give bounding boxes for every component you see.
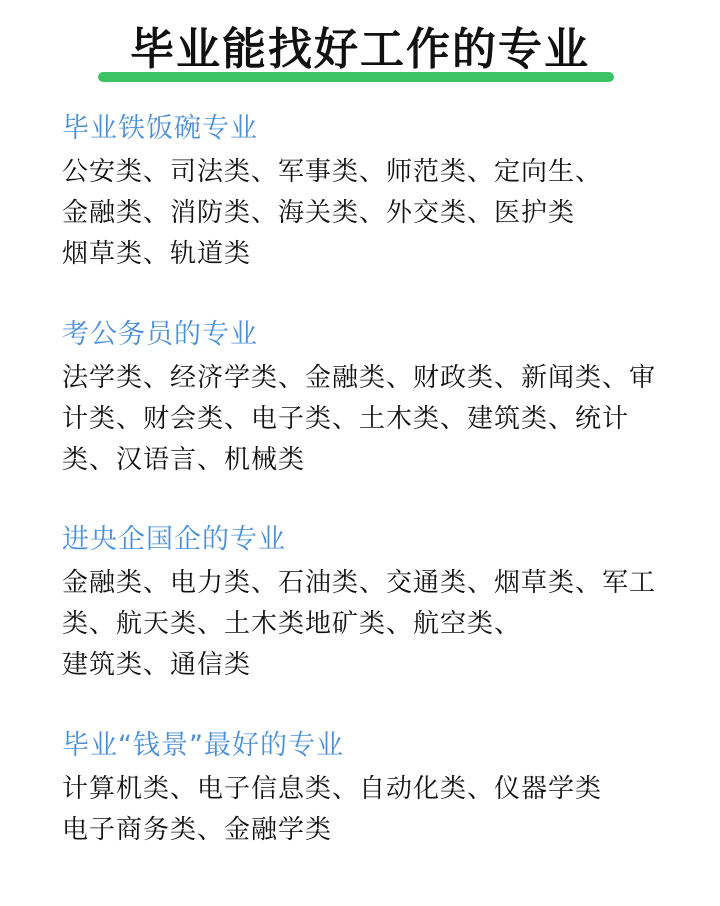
section-line: 计算机类、电子信息类、自动化类、仪器学类 bbox=[62, 774, 603, 804]
section-line: 计类、财会类、电子类、土木类、建筑类、统计 bbox=[62, 404, 630, 434]
section-heading: 毕业“钱景”最好的专业 bbox=[62, 730, 344, 761]
section-line: 类、航天类、土木类地矿类、航空类、 bbox=[62, 609, 522, 639]
title-block bbox=[0, 18, 720, 88]
section-civil-service bbox=[62, 318, 702, 481]
section-iron-rice-bowl bbox=[62, 112, 702, 275]
section-heading: 考公务员的专业 bbox=[62, 319, 258, 350]
section-line: 电子商务类、金融学类 bbox=[62, 815, 333, 845]
section-line: 金融类、消防类、海关类、外交类、医护类 bbox=[62, 198, 576, 228]
section-heading: 进央企国企的专业 bbox=[62, 524, 286, 555]
section-line: 类、汉语言、机械类 bbox=[62, 445, 306, 475]
section-line: 金融类、电力类、石油类、交通类、烟草类、军工 bbox=[62, 568, 657, 598]
section-heading: 毕业铁饭碗专业 bbox=[62, 113, 258, 144]
section-line: 建筑类、通信类 bbox=[62, 650, 252, 680]
section-line: 法学类、经济学类、金融类、财政类、新闻类、审 bbox=[62, 363, 657, 393]
page-title: 毕业能找好工作的专业 bbox=[130, 24, 590, 75]
section-best-prospects bbox=[62, 729, 702, 851]
section-state-enterprise bbox=[62, 523, 702, 686]
section-line: 公安类、司法类、军事类、师范类、定向生、 bbox=[62, 157, 603, 187]
section-line: 烟草类、轨道类 bbox=[62, 239, 252, 269]
